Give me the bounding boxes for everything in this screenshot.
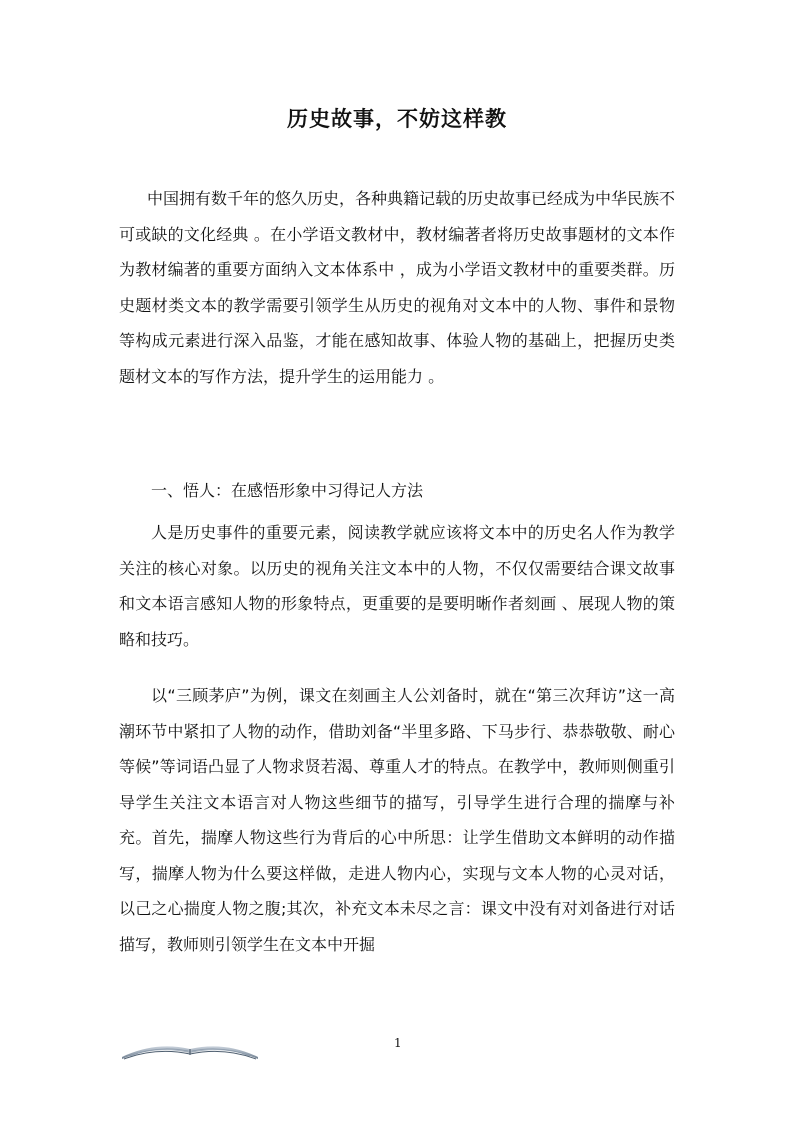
page-number: 1 bbox=[394, 1036, 402, 1050]
open-book-icon bbox=[120, 1035, 260, 1063]
body-paragraph: 以“三顾茅庐”为例，课文在刻画主人公刘备时，就在“第三次拜访”这一高潮环节中紧扣了人物的动作，借助刘备“半里多路、下马步行、恭恭敬敬、耐心等候”等词语凸显了人物求贤若渴、尊重人才的特点。在教学中，教师则侧重引导学生关注文本语言对人物这些细节的描写，引导学生进行合理的揣摩与补充。首先，揣摩人物这些行为背后的心中所思：让学生借助文本鲜明的动作描写，揣摩人物为什么要这样做，走进人物内心，实现与文本人物的心灵对话，以己之心揣度人物之腹;其次，补充文本未尽之言：课文中没有对刘备进行对话描写，教师则引领学生在文本中开掘 bbox=[119, 686, 675, 954]
document-title: 历史故事，不妨这样教 bbox=[287, 107, 507, 131]
intro-paragraph: 中国拥有数千年的悠久历史，各种典籍记载的历史故事已经成为中华民族不可或缺的文化经典 。在小学语文教材中，教材编著者将历史故事题材的文本作为教材编著的重要方面纳入文本体系中 ，成为小学语文教材中的重要类群。历史题材类文本的教学需要引领学生从历史的视角对文本中的人物、事件和景物等构成元素进行深入品鉴，才能在感知故事、体验人物的基础上，把握历史类题材文本的写作方法，提升学生的运用能力 。 bbox=[119, 189, 676, 386]
body-paragraph: 人是历史事件的重要元素，阅读教学就应该将文本中的历史名人作为教学关注的核心对象。以历史的视角关注文本中的人物，不仅仅需要结合课文故事和文本语言感知人物的形象特点，更重要的是要明晰作者刻画 、展现人物的策略和技巧。 bbox=[119, 523, 675, 649]
section-heading: 一、悟人：在感悟形象中习得记人方法 bbox=[151, 481, 424, 500]
